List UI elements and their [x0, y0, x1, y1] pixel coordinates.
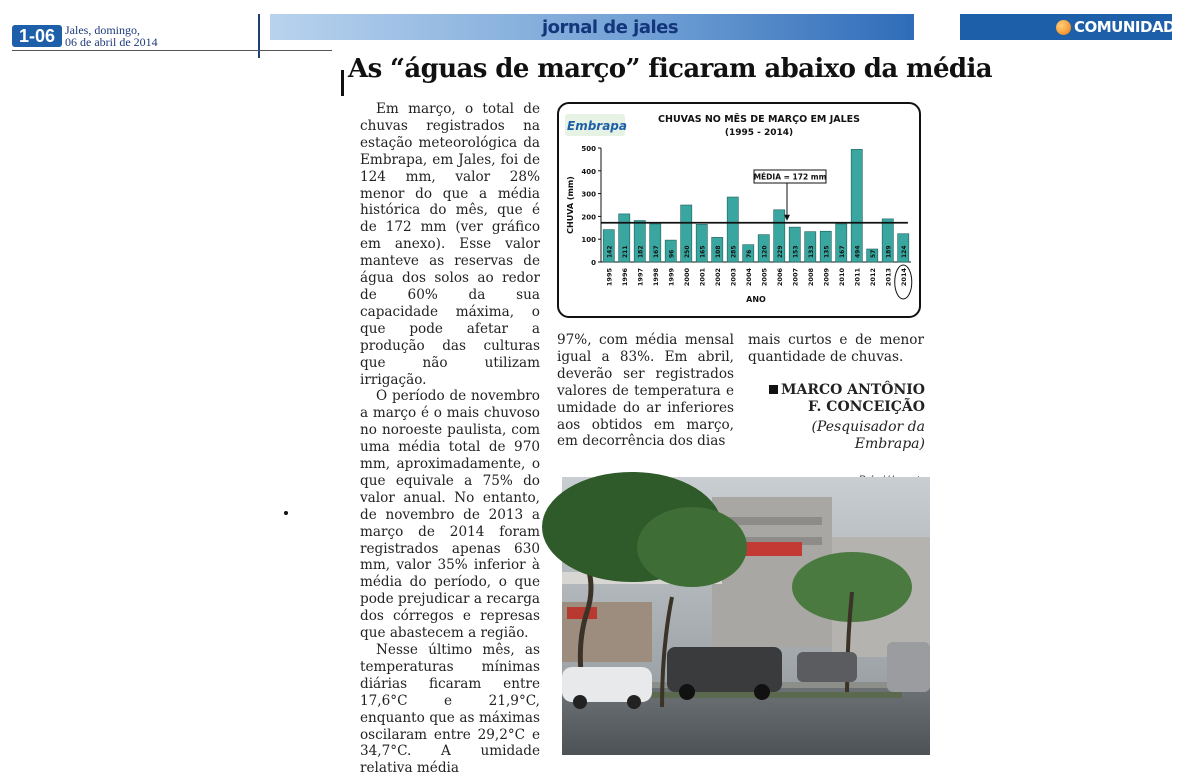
section-dot-icon	[1056, 20, 1071, 35]
rain-street-photo	[562, 477, 930, 755]
bar-value-label: 96	[668, 249, 676, 258]
y-tick-label: 100	[581, 236, 596, 245]
x-tick-label: 1996	[620, 268, 629, 287]
bar-value-label: 120	[761, 245, 769, 258]
y-axis-label: CHUVA (mm)	[566, 176, 575, 234]
photo-illustration	[562, 477, 930, 755]
x-tick-label: 2009	[822, 268, 831, 287]
x-tick-label: 2008	[806, 268, 815, 287]
bar-value-label: 142	[606, 245, 614, 258]
average-label: MÉDIA = 172 mm	[753, 172, 827, 182]
bar-value-label: 135	[823, 245, 831, 258]
x-tick-label: 2013	[884, 268, 893, 287]
bar-value-label: 189	[885, 245, 893, 258]
paragraph: 97%, com média mensal igual a 83%. Em abril, deverão ser registrados valores de temperatura e umidade do ar inferiores aos obtidos em março, em decorrência dos dias	[557, 332, 734, 450]
bar-value-label: 167	[838, 245, 846, 258]
headline-marker	[341, 70, 344, 96]
print-speck	[284, 511, 288, 515]
bar-value-label: 57	[869, 249, 877, 258]
paragraph: Nesse último mês, as temperaturas mínimas diárias ficaram entre 17,6°C e 21,9°C, enquanto que as máximas oscilaram entre 29,2°C e 34,7°C. A umidade relativa média	[360, 642, 540, 777]
y-tick-label: 0	[591, 259, 596, 267]
x-tick-label: 1999	[667, 268, 676, 287]
bar-value-label: 167	[652, 245, 660, 258]
dateline	[65, 24, 245, 48]
byline-square-icon	[769, 385, 778, 394]
y-tick-label: 500	[581, 145, 596, 153]
x-tick-label: 2014	[899, 268, 908, 287]
embrapa-logo-text: Embrapa	[567, 119, 627, 133]
chart-title: CHUVAS NO MÊS DE MARÇO EM JALES	[658, 114, 860, 125]
bar-value-label: 153	[792, 245, 800, 258]
bar	[851, 149, 862, 262]
chart-subtitle: (1995 - 2014)	[724, 128, 794, 138]
masthead-bar	[270, 14, 1185, 40]
top-rule	[12, 50, 332, 51]
x-tick-label: 2001	[698, 268, 707, 287]
bar-value-label: 229	[776, 245, 784, 258]
masthead	[12, 14, 1185, 49]
headline: As “águas de março” ficaram abaixo da média	[348, 54, 993, 84]
x-tick-label: 2006	[775, 268, 784, 287]
x-tick-label: 1997	[636, 268, 645, 287]
x-tick-label: 2005	[760, 268, 769, 287]
bar-value-label: 182	[637, 245, 645, 258]
x-tick-label: 2010	[837, 268, 846, 287]
x-tick-label: 2007	[791, 268, 800, 287]
y-tick-label: 300	[581, 190, 596, 199]
bar-value-label: 285	[730, 245, 738, 258]
article-column-2	[557, 332, 734, 450]
rain-chart-svg	[559, 104, 919, 316]
page-number: 1-06	[12, 25, 62, 47]
city-date: Jales, domingo,	[65, 23, 140, 37]
x-tick-label: 2011	[853, 268, 862, 287]
rain-chart	[557, 102, 921, 318]
bar-value-label: 133	[807, 245, 815, 258]
y-tick-label: 400	[581, 167, 596, 176]
paper-name: jornal de jales	[542, 17, 679, 38]
x-tick-label: 2003	[729, 268, 738, 287]
author-role: (Pesquisador da Embrapa)	[811, 419, 925, 452]
masthead-divider	[258, 14, 260, 58]
paragraph: Em março, o total de chuvas registrados na estação meteorológica da Embrapa, em Jales, foi de 124 mm, valor 28% menor do que a média histórica do mês, que é de 172 mm (ver gráfico em anexo). Esse valor manteve as reservas de água dos solos ao redor de 60% da sua capacidade máxima, o que pode afetar a produção das culturas que não utilizam irrigação.	[360, 101, 540, 388]
bar-value-label: 250	[683, 245, 691, 258]
bar-value-label: 124	[900, 245, 908, 258]
bar-value-label: 108	[714, 245, 722, 258]
author-byline	[755, 382, 925, 416]
y-tick-label: 200	[581, 213, 596, 222]
bar-value-label: 165	[699, 245, 707, 258]
x-tick-label: 1995	[605, 268, 614, 287]
section-tag	[960, 14, 1185, 40]
full-date: 06 de abril de 2014	[65, 35, 158, 49]
article-column-1	[360, 101, 540, 777]
x-tick-label: 2004	[744, 268, 753, 287]
paragraph: mais curtos e de menor quantidade de chuvas.	[748, 332, 924, 365]
bar-value-label: 494	[854, 245, 862, 258]
bar-value-label: 211	[621, 245, 629, 258]
x-tick-label: 2000	[682, 268, 691, 287]
x-tick-label: 2012	[868, 268, 877, 287]
section-label: COMUNIDADE	[1074, 18, 1185, 36]
author-name: MARCO ANTÔNIO F. CONCEIÇÃO	[780, 382, 925, 415]
x-axis-label: ANO	[746, 295, 766, 304]
article-column-3	[748, 332, 924, 366]
bar-value-label: 76	[745, 249, 753, 258]
paragraph: O período de novembro a março é o mais chuvoso no noroeste paulista, com uma média total de 970 mm, aproximadamente, o que equivale a 75% do valor anual. No entanto, de novembro de 2013 a março de 2014 foram registrados apenas 630 mm, valor 35% inferior à média do período, o que pode prejudicar a recarga dos córregos e represas que abastecem a região.	[360, 388, 540, 642]
x-tick-label: 1998	[651, 268, 660, 287]
x-tick-label: 2002	[713, 268, 722, 287]
